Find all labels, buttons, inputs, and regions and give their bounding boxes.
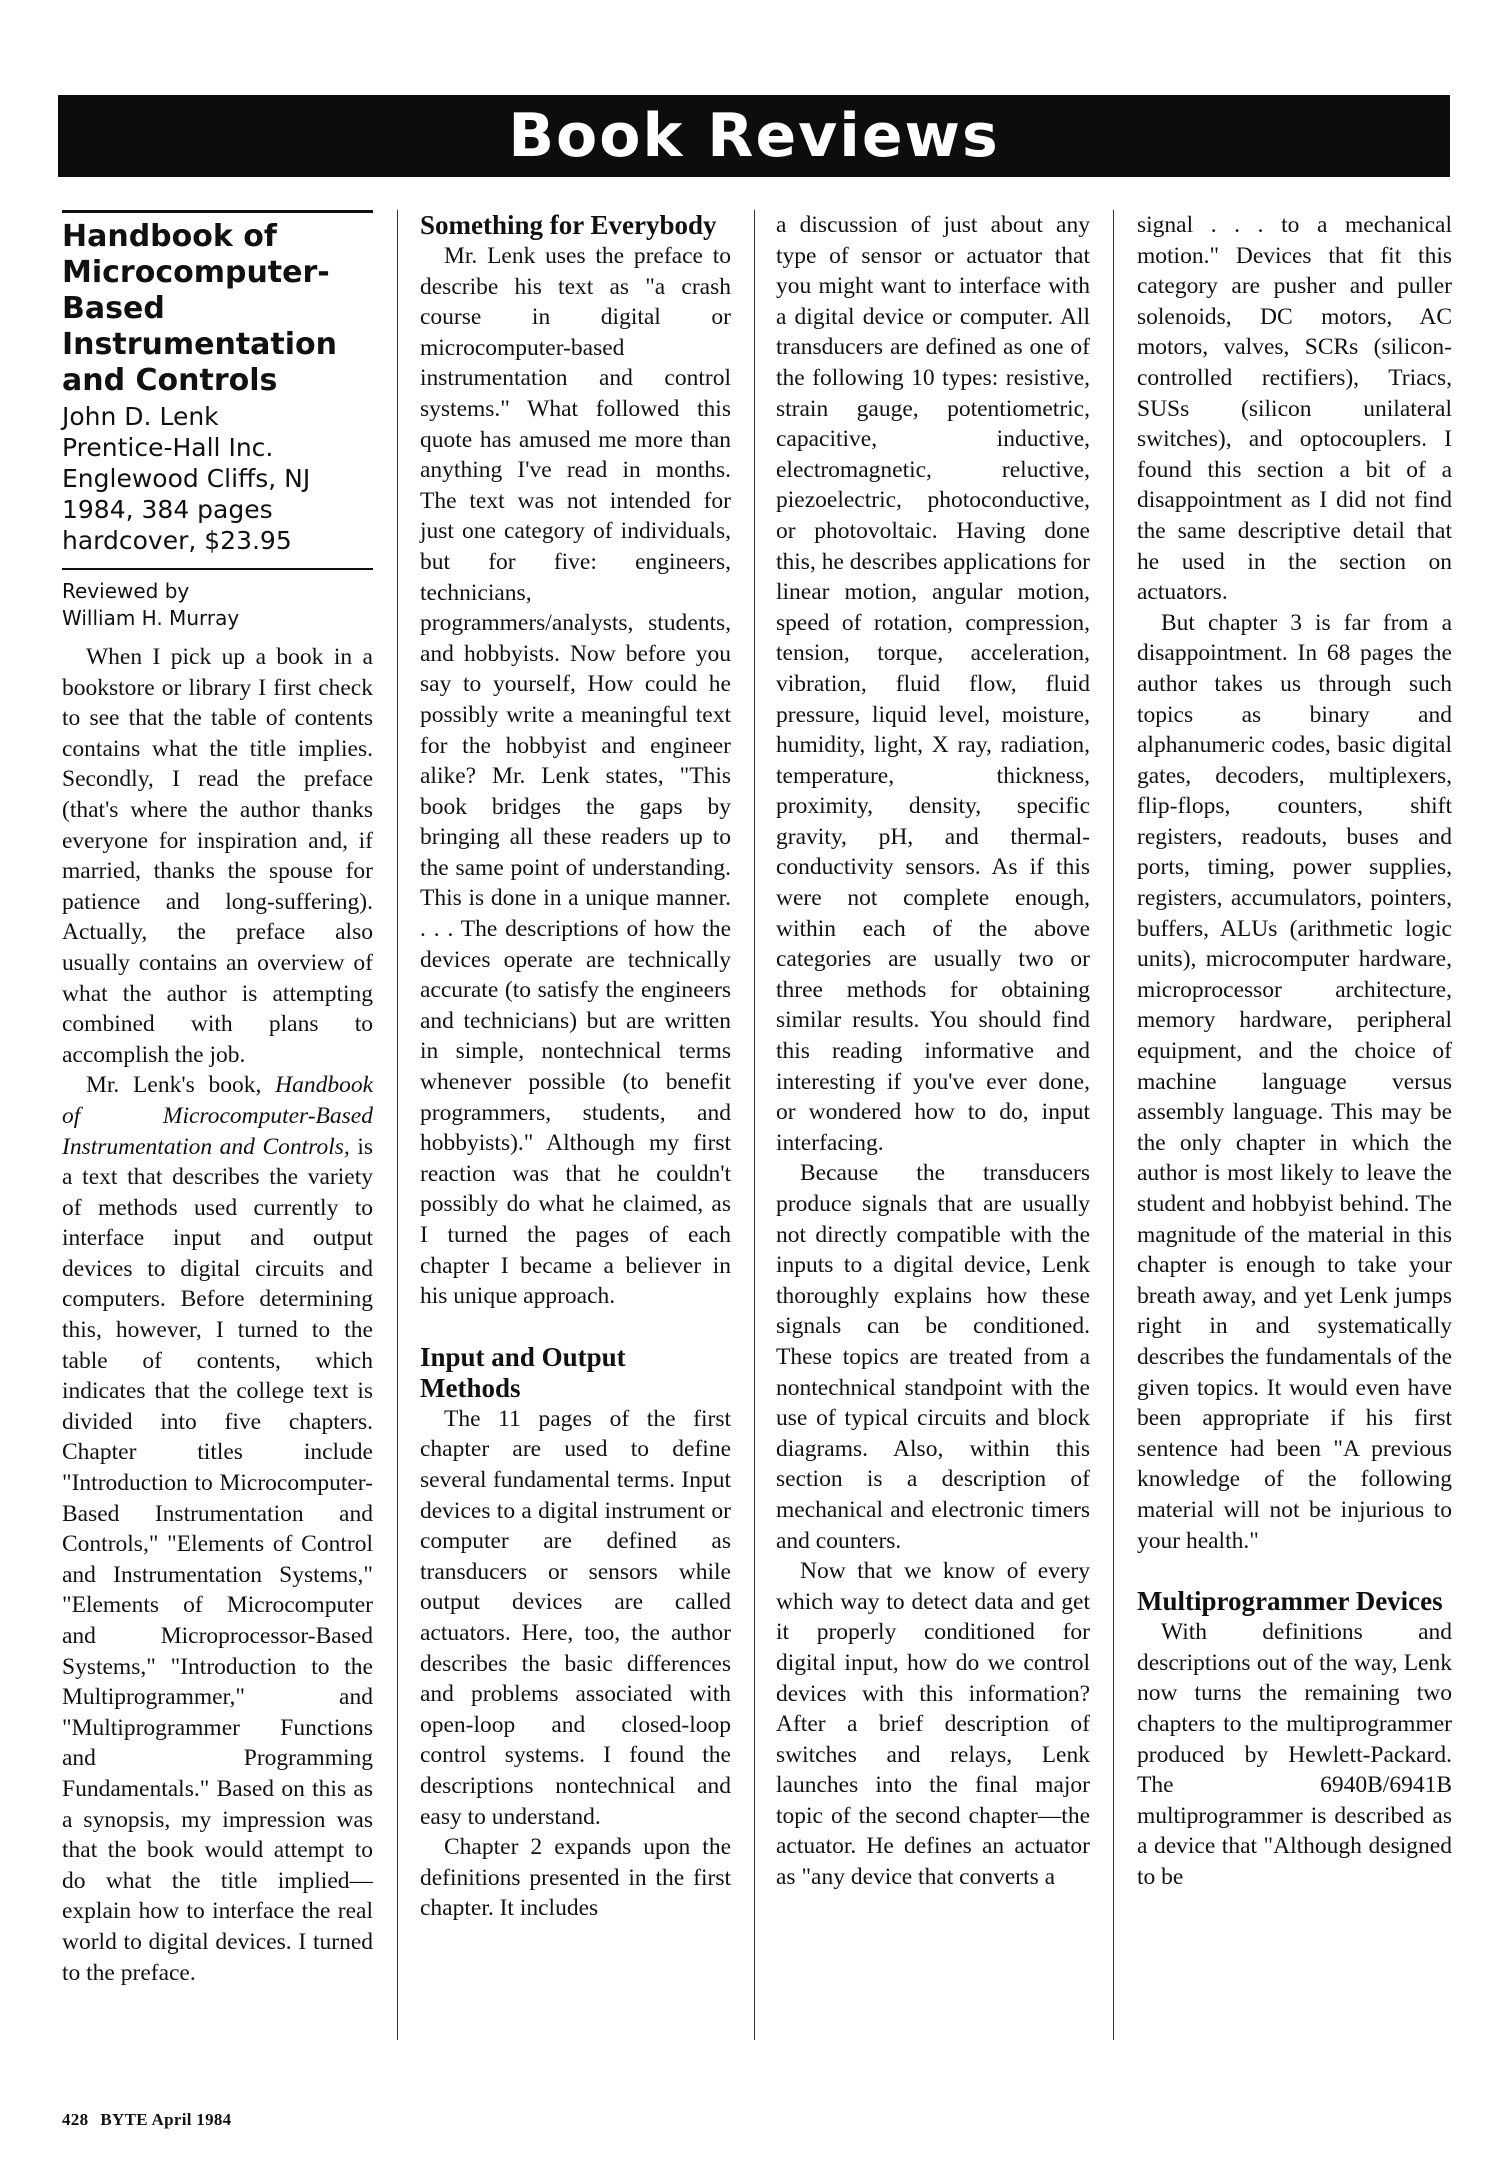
section-banner: [58, 95, 1450, 177]
book-year-pages: 1984, 384 pages: [62, 495, 273, 524]
paragraph: signal . . . to a mechanical motion." Devices that fit this category are pusher and puller solenoids, DC motors, AC motors, valves, SCRs (silicon-controlled rectifiers), Triacs, SUSs (silicon unilateral switches), and optocouplers. I found this section a bit of a disappointment as I did not find the same descriptive detail that he used in the section on actuators.: [1137, 212, 1452, 606]
paragraph: a discussion of just about any type of sensor or actuator that you might want to interface with a digital device or computer. All transducers are defined as one of the following 10 types: resistive, strain gauge, potentiometric, capacitive, inductive, electromagnetic, reluctive, piezoelectric, photoconductive, or photovoltaic. Having done this, he describes applications for linear motion, angular motion, speed of rotation, compression, tension, torque, acceleration, vibration, fluid flow, fluid pressure, liquid level, moisture, humidity, light, X ray, radiation, temperature, thickness, proximity, density, specific gravity, pH, and thermal-conductivity sensors. As if this were not complete enough, within each of the above categories are usually two or three methods for obtaining similar results. You should find this reading informative and interesting if you've ever done, or wondered how to do, input interfacing.: [776, 212, 1090, 1156]
paragraph: When I pick up a book in a bookstore or library I first check to see that the table of contents contains what the title implies. Secondly, I read the preface (that's where the author thanks everyone for inspiration and, if married, thanks the spouse for patience and long-suffering). Actually, the preface also usually contains an overview of what the author is attempting combined with plans to accomplish the job.: [62, 644, 373, 1068]
text-span: is a text that describes the variety of methods used currently to interface input and output devices to digital circuits and computers. Before determining this, however, I turned to the table of contents, which indicates that the college text is divided into five chapters. Chapter titles include "Introduction to Microcomputer-Based Instrumentation and Controls," "Elements of Control and Instrumentation Systems," "Elements of Microcomputer and Microprocessor-Based Systems," "Introduction to the Multiprogrammer," and "Multiprogrammer Functions and Programming Fundamentals." Based on this as a synopsis, my impression was that the book would attempt to do what the title implied—explain how to interface the real world to digital devices. I turned to the preface.: [62, 1133, 373, 1986]
book-publisher: Prentice-Hall Inc.: [62, 433, 274, 462]
publication-info: BYTE April 1984: [100, 2110, 232, 2129]
book-title-italic: Handbook of Microcomputer-Based Instrumentation and Controls,: [62, 1072, 373, 1160]
column-2: [420, 210, 731, 1924]
subheading: Something for Everybody: [420, 210, 717, 240]
subheading: Multiprogrammer Devices: [1137, 1586, 1443, 1617]
column-1: [62, 210, 373, 1988]
book-location: Englewood Cliffs, NJ: [62, 464, 311, 493]
info-bottom-rule: [62, 568, 373, 570]
paragraph: Now that we know of every which way to detect data and get it properly conditioned for digital input, how do we control devices with this information? After a brief description of switches and relays, Lenk launches into the final major topic of the second chapter—the actuator. He defines an actuator as "any device that converts a: [776, 1558, 1090, 1891]
text-span: Mr. Lenk's book,: [86, 1072, 262, 1099]
column-3: [776, 210, 1090, 1893]
paragraph: With definitions and descriptions out of the way, Lenk now turns the remaining two chapters to the multiprogrammer produced by Hewlett-Packard. The 6940B/6941B multiprogrammer is described as a device that "Although designed to be: [1137, 1619, 1452, 1890]
page-footer: [62, 2110, 232, 2130]
column-divider: [754, 210, 755, 2040]
paragraph: But chapter 3 is far from a disappointment. In 68 pages the author takes us through such topics as binary and alphanumeric codes, basic digital gates, decoders, multiplexers, flip-flops, counters, shift registers, readouts, buses and ports, timing, power supplies, registers, accumulators, pointers, buffers, ALUs (arithmetic logic units), microcomputer hardware, microprocessor architecture, memory hardware, peripheral equipment, and the choice of machine language versus assembly language. This may be the only chapter in which the author is most likely to leave the student and hobbyist behind. The magnitude of the material in this chapter is enough to take your breath away, and yet Lenk jumps right in and systematically describes the fundamentals of the given topics. It would even have been appropriate if his first sentence had been "A previous knowledge of the following material will not be injurious to your health.": [1137, 609, 1452, 1554]
paragraph: Chapter 2 expands upon the definitions presented in the first chapter. It includes: [420, 1834, 731, 1922]
paragraph: [62, 1070, 373, 1988]
page-number: 428: [62, 2110, 89, 2129]
info-top-rule: [62, 210, 373, 213]
reviewer-info: [62, 578, 373, 632]
reviewed-by-label: Reviewed by: [62, 579, 190, 603]
subheading: Input and Output Methods: [420, 1341, 626, 1403]
book-price: hardcover, $23.95: [62, 526, 292, 555]
section-title: Book Reviews: [508, 101, 1000, 171]
paragraph: Mr. Lenk uses the preface to describe his text as "a crash course in digital or microcomputer-based instrumentation and control systems." What followed this quote has amused me more than anything I've read in months. The text was not intended for just one category of individuals, but for five: engineers, technicians, programmers/analysts, students, and hobbyists. Now before you say to yourself, How could he possibly write a meaningful text for the hobbyist and engineer alike? Mr. Lenk states, "This book bridges the gaps by bringing all these readers up to the same point of understanding. This is done in a unique manner. . . . The descriptions of how the devices operate are technically accurate (to satisfy the engineers and technicians) but are written in simple, nontechnical terms whenever possible (to benefit programmers, students, and hobbyists)." Although my first reaction was that he couldn't possibly do what he claimed, as I turned the pages of each chapter I became a believer in his unique approach.: [420, 243, 731, 1310]
column-divider: [397, 210, 398, 2040]
book-info: [62, 401, 373, 556]
paragraph: Because the transducers produce signals that are usually not directly compatible with the inputs to a digital device, Lenk thoroughly explains how these signals can be conditioned. These topics are treated from a nontechnical standpoint with the use of typical circuits and block diagrams. Also, within this section is a description of mechanical and electronic timers and counters.: [776, 1160, 1090, 1554]
column-4: [1137, 210, 1452, 1892]
paragraph: The 11 pages of the first chapter are used to define several fundamental terms. Input devices to a digital instrument or computer are defined as transducers or sensors while output devices are called actuators. Here, too, the author describes the basic differences and problems associated with open-loop and closed-loop control systems. I found the descriptions nontechnical and easy to understand.: [420, 1405, 731, 1830]
column-divider: [1113, 210, 1114, 2040]
book-title: Handbook of Microcomputer-Based Instrumentation and Controls: [62, 219, 338, 398]
reviewer-name: William H. Murray: [62, 606, 240, 630]
book-author: John D. Lenk: [62, 402, 219, 431]
